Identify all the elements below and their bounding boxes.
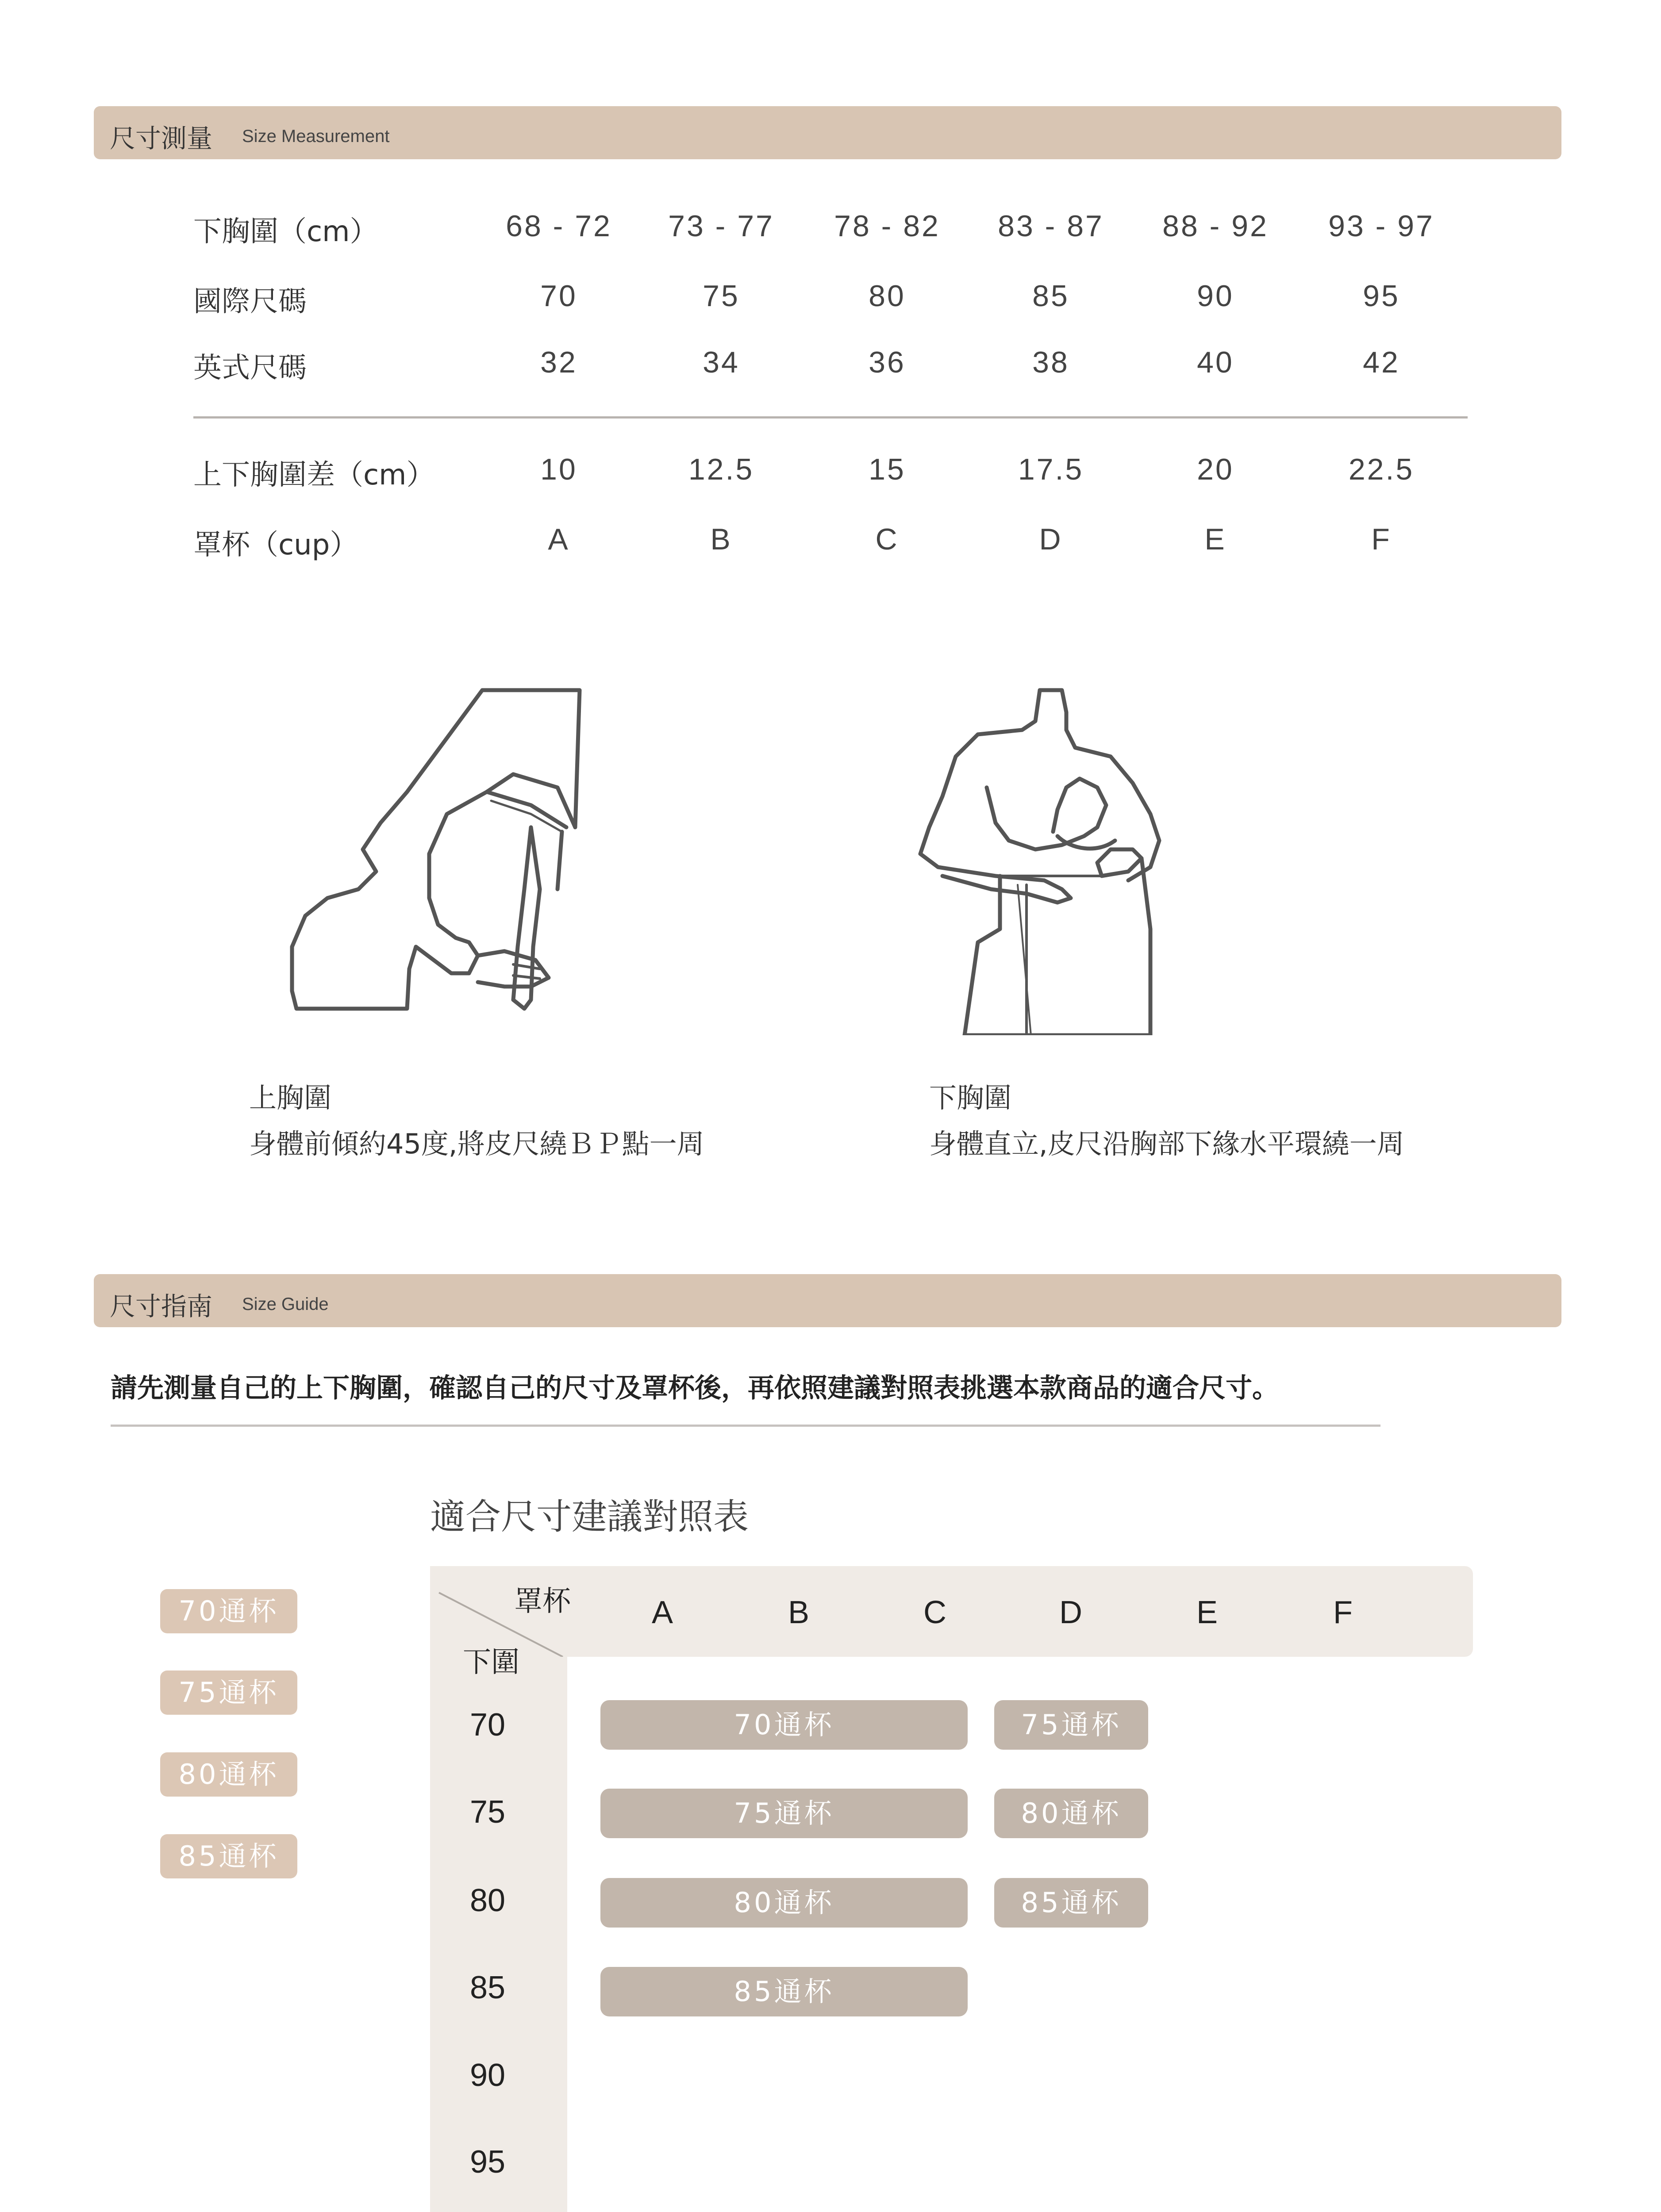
cup-header: A [651,1595,673,1630]
table-cell: 32 [540,346,577,379]
upper-chest-title: 上胸圍 [249,1082,332,1114]
table-cell: A [548,522,570,556]
fit-pill: 70通杯 [600,1700,968,1750]
row-label: 英式尺碼 [193,352,307,384]
lower-chest-desc: 身體直立,皮尺沿胸部下緣水平環繞一周 [929,1128,1404,1160]
table-cell: C [875,522,899,556]
cup-header: B [788,1595,810,1630]
table-cell: 34 [703,346,740,379]
fit-pill: 75通杯 [600,1789,968,1838]
table-cell: E [1204,522,1227,556]
table-cell: D [1039,522,1063,556]
table-cell: 17.5 [1018,453,1084,486]
band-label: 95 [470,2144,506,2180]
legend-item: 70通杯 [160,1589,297,1633]
fit-pill: 75通杯 [994,1700,1148,1750]
section-bar-measurement [94,106,1561,159]
legend-item: 80通杯 [160,1752,297,1797]
table-cell: 70 [540,279,577,313]
table-cell: 12.5 [688,453,754,486]
table-cell: 90 [1197,279,1234,313]
fit-pill: 85通杯 [994,1878,1148,1928]
corner-cup-label: 罩杯 [514,1585,571,1618]
lower-chest-caption [929,1075,1404,1167]
section-bar-guide [94,1274,1561,1327]
legend-item: 85通杯 [160,1834,297,1878]
table-cell: 80 [869,279,906,313]
table-cell: 75 [703,279,740,313]
table-cell: 88 - 92 [1162,209,1269,243]
table-cell: 78 - 82 [834,209,940,243]
band-label: 90 [470,2058,506,2093]
table-divider [193,416,1468,419]
section-title-zh: 尺寸測量 [110,123,213,154]
table-cell: 73 - 77 [668,209,774,243]
table-cell: 22.5 [1348,453,1415,486]
upper-chest-caption [249,1075,704,1167]
cup-header: F [1333,1595,1353,1630]
fit-table-title: 適合尺寸建議對照表 [430,1496,749,1537]
guide-divider [111,1425,1380,1427]
corner-band-label: 下圍 [463,1646,519,1679]
cup-header: E [1196,1595,1218,1630]
band-label: 80 [470,1883,506,1918]
cup-header: C [923,1595,946,1630]
section-title-en: Size Guide [242,1294,329,1314]
lower-chest-title: 下胸圍 [929,1082,1012,1114]
fit-pill: 85通杯 [600,1967,968,2016]
row-label: 上下胸圍差（cm） [193,459,435,492]
table-cell: 83 - 87 [998,209,1104,243]
table-cell: 93 - 97 [1328,209,1434,243]
row-label: 罩杯（cup） [193,529,358,561]
upper-chest-measure-illustration [283,681,602,1026]
table-cell: F [1371,522,1392,556]
table-cell: 10 [540,453,577,486]
band-label: 85 [470,1970,506,2005]
table-cell: 38 [1032,346,1069,379]
fit-pill: 80通杯 [994,1789,1148,1838]
band-label: 70 [470,1707,506,1743]
table-cell: 40 [1197,346,1234,379]
section-title-en: Size Measurement [242,127,390,146]
table-cell: 68 - 72 [506,209,612,243]
upper-chest-desc: 身體前傾約45度,將皮尺繞ＢＰ點一周 [249,1128,704,1160]
table-cell: B [710,522,732,556]
cup-header: D [1059,1595,1082,1630]
legend-item: 75通杯 [160,1671,297,1715]
band-label: 75 [470,1794,506,1830]
guide-instruction: 請先測量自己的上下胸圍，確認自己的尺寸及罩杯後，再依照建議對照表挑選本款商品的適合尺寸。 [111,1373,1279,1404]
table-cell: 15 [869,453,906,486]
table-cell: 20 [1197,453,1234,486]
section-title-zh: 尺寸指南 [110,1291,213,1321]
table-cell: 95 [1363,279,1400,313]
row-label: 下胸圍（cm） [193,215,378,248]
fit-pill: 80通杯 [600,1878,968,1928]
table-cell: 85 [1032,279,1069,313]
table-cell: 42 [1363,346,1400,379]
table-cell: 36 [869,346,906,379]
lower-chest-measure-illustration [911,681,1230,1035]
row-label: 國際尺碼 [193,285,307,318]
